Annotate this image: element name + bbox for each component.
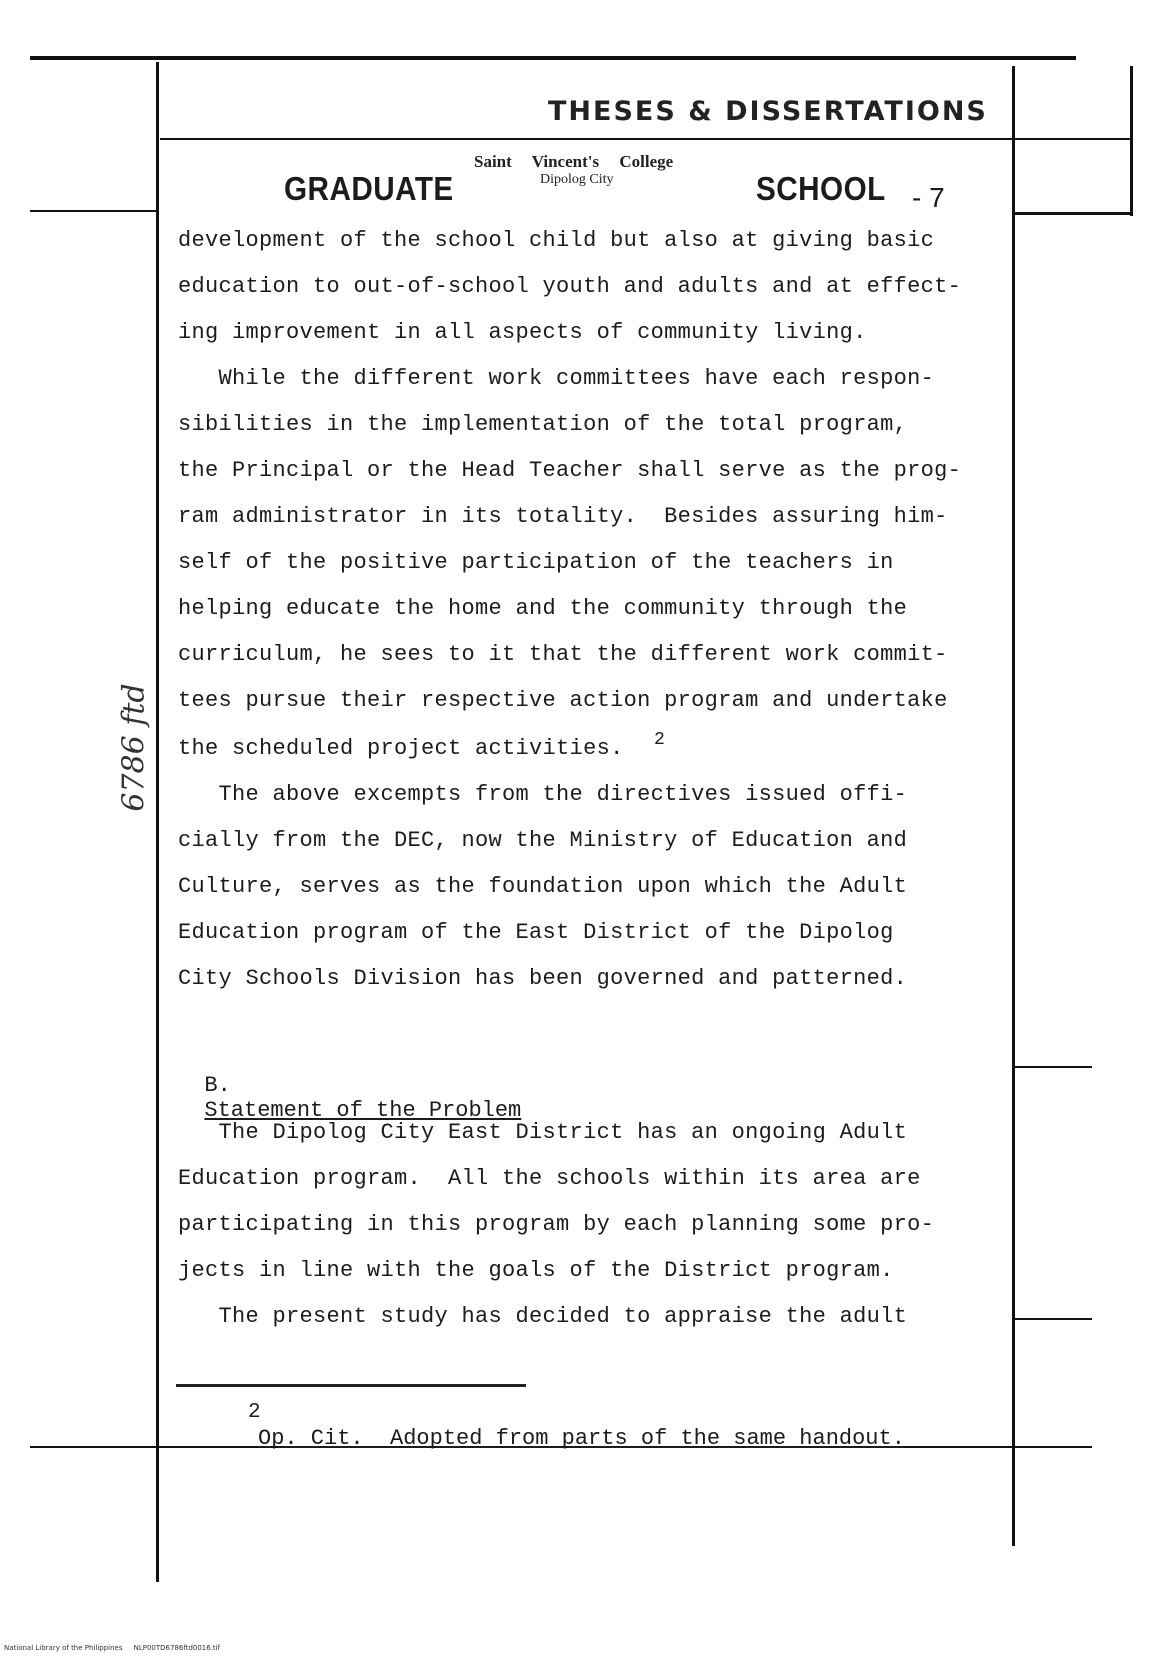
school-label: SCHOOL (756, 170, 886, 207)
body-line: sibilities in the implementation of the total program, (178, 412, 908, 437)
section-title: Statement of the Problem (204, 1098, 522, 1123)
body-line: While the different work committees have each respon- (178, 366, 935, 391)
page-number: - 7 (912, 182, 945, 213)
header-bottom-rule-right (1014, 212, 1132, 215)
footnote-text: Op. Cit. Adopted from parts of the same handout. (258, 1426, 905, 1451)
body-line: the Principal or the Head Teacher shall serve as the prog- (178, 458, 962, 483)
section-line: The Dipolog City East District has an ongoing Adult (178, 1120, 908, 1145)
body-line: Culture, serves as the foundation upon which the Adult (178, 874, 908, 899)
right-margin-rule (1012, 66, 1015, 1546)
right-tick-1 (1012, 1066, 1092, 1068)
footnote-reference: 2 (654, 730, 665, 750)
section-line: The present study has decided to appraise the adult (178, 1304, 908, 1329)
right-outer-rule (1130, 66, 1133, 216)
body-line: cially from the DEC, now the Ministry of Education and (178, 828, 908, 853)
theses-dissertations-stamp: THESES & DISSERTATIONS (548, 96, 988, 127)
section-line: jects in line with the goals of the District program. (178, 1258, 894, 1283)
body-line: curriculum, he sees to it that the different work commit- (178, 642, 948, 667)
section-letter: B. (204, 1073, 231, 1098)
body-line: City Schools Division has been governed and patterned. (178, 966, 908, 991)
body-line: ram administrator in its totality. Besides assuring him- (178, 504, 948, 529)
library-footer: National Library of the Philippines NLP00TD6786ftd0016.tif (4, 1644, 221, 1652)
body-line: self of the positive participation of the teachers in (178, 550, 894, 575)
body-line: the scheduled project activities. (178, 736, 624, 761)
college-city: Dipolog City (540, 172, 614, 187)
top-border (30, 56, 1076, 60)
body-line: ing improvement in all aspects of community living. (178, 320, 867, 345)
right-tick-2 (1012, 1318, 1092, 1320)
handwritten-margin-note: 6786 ftd (116, 683, 152, 812)
body-line: The above excempts from the directives issued offi- (178, 782, 908, 807)
body-line: Education program of the East District of the Dipolog (178, 920, 894, 945)
footnote-rule (176, 1384, 526, 1387)
left-margin-rule (156, 62, 159, 1582)
header-divider (160, 138, 1132, 140)
section-heading (178, 1048, 521, 1123)
body-line: development of the school child but also at giving basic (178, 228, 935, 253)
body-line: helping educate the home and the community through the (178, 596, 908, 621)
body-line: tees pursue their respective action program and undertake (178, 688, 948, 713)
header-bottom-rule (30, 210, 158, 212)
graduate-label: GRADUATE (284, 170, 454, 207)
footnote-mark: 2 (248, 1401, 261, 1424)
body-line: education to out-of-school youth and adults and at effect- (178, 274, 962, 299)
section-line: participating in this program by each planning some pro- (178, 1212, 935, 1237)
section-line: Education program. All the schools within its area are (178, 1166, 921, 1191)
college-name: Saint Vincent's College (474, 152, 674, 171)
